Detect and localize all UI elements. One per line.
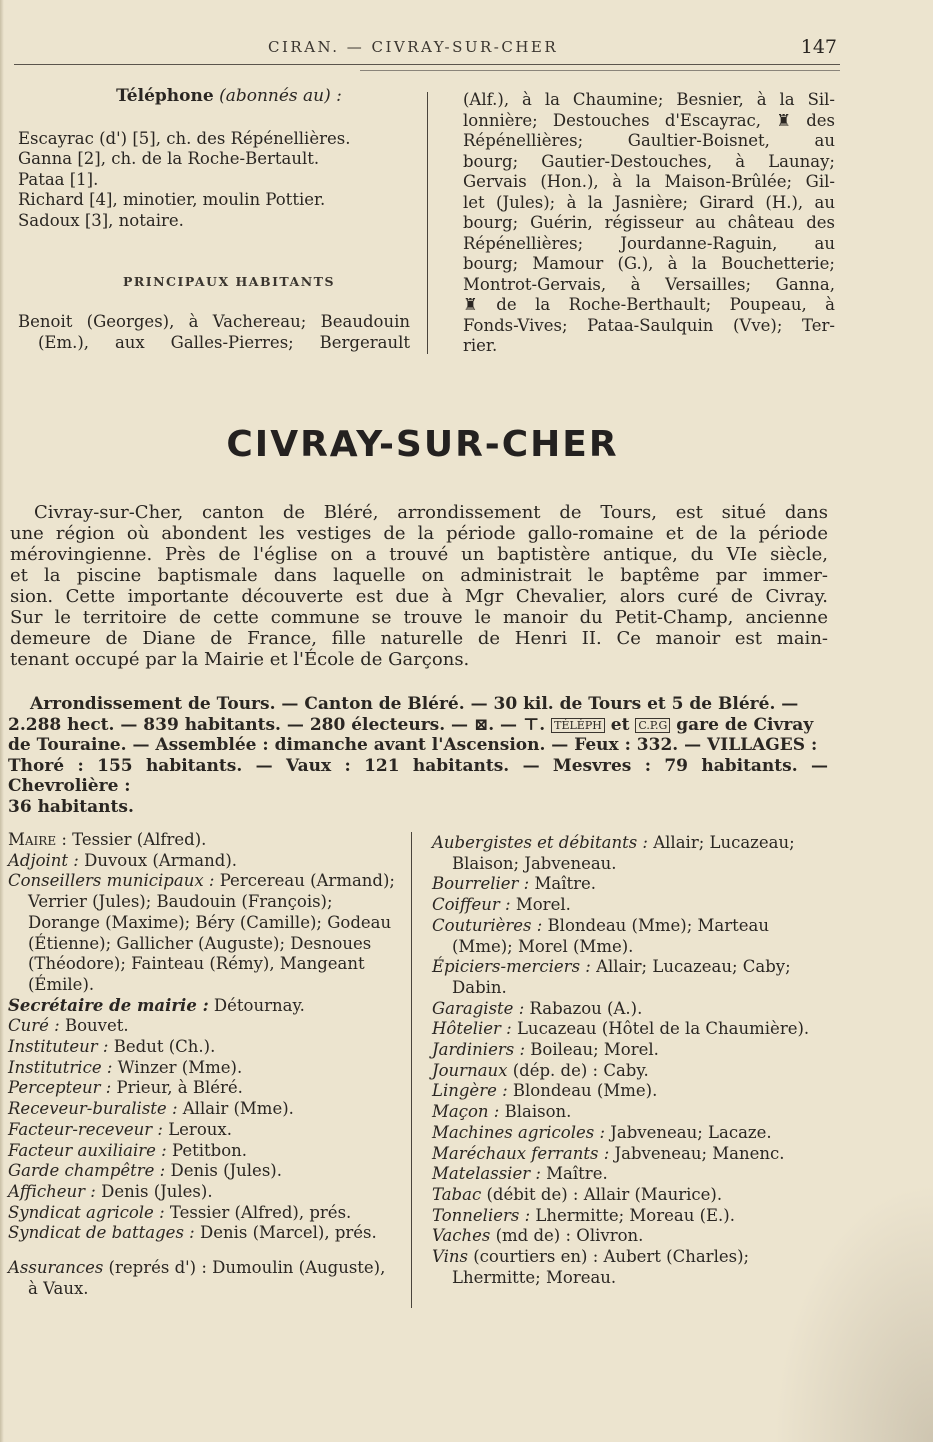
entry-role: Machines agricoles : xyxy=(432,1122,606,1142)
header-rule xyxy=(14,64,840,65)
telephone-entry: Richard [4], minotier, moulin Pottier. xyxy=(18,190,326,210)
entry-value: Allair; Lucazeau; Caby; Dabin. xyxy=(452,957,791,997)
entry-value: Bedut (Ch.). xyxy=(108,1037,216,1057)
list-entry xyxy=(432,1247,827,1288)
habitants-left xyxy=(18,312,410,353)
entry-role: Hôtelier : xyxy=(432,1019,512,1039)
list-entry xyxy=(432,874,827,895)
entry-value: Lhermitte; Moreau (E.). xyxy=(530,1205,735,1225)
entry-role: Tonneliers : xyxy=(432,1205,531,1225)
list-entry xyxy=(432,916,827,957)
habitants-line: Montrot-Gervais, à Versailles; Ganna, xyxy=(463,274,835,294)
column-divider-bottom xyxy=(411,832,412,1308)
habitants-line: Répénellières; Gaultier-Boisnet, au xyxy=(463,131,835,150)
entry-value: Denis (Jules). xyxy=(165,1161,282,1181)
page-edge-shadow xyxy=(0,0,4,1442)
entry-value: Tessier (Alfred), prés. xyxy=(164,1202,352,1222)
entry-value: : Tessier (Alfred). xyxy=(56,830,207,849)
entry-value: Duvoux (Armand). xyxy=(78,850,238,870)
entry-role: Épiciers-merciers : xyxy=(432,957,591,977)
header-rule-secondary xyxy=(360,70,840,71)
entry-value: Denis (Marcel), prés. xyxy=(194,1223,377,1243)
entry-role: Couturières : xyxy=(432,915,543,935)
trades-list xyxy=(432,833,827,1288)
list-entry xyxy=(432,957,827,998)
entry-value: Allair (Mme). xyxy=(177,1099,294,1119)
habitants-line: Fonds-Vives; Pataa-Saulquin (Vve); Ter- xyxy=(463,315,835,335)
entry-value: Petitbon. xyxy=(166,1140,248,1160)
habitants-line: Répénellières; Jourdanne-Raguin, au xyxy=(463,233,835,253)
page-header xyxy=(0,36,933,66)
entry-value: Leroux. xyxy=(162,1119,232,1139)
telephone-entry: Pataa [1]. xyxy=(18,169,99,189)
habitants-line: rier. xyxy=(463,336,498,355)
telephone-entry: Ganna [2], ch. de la Roche-Bertault. xyxy=(18,149,320,169)
list-entry xyxy=(8,830,400,851)
entry-value: (md de) : Olivron. xyxy=(490,1226,644,1246)
habitants-line: Benoit (Georges), à Vachereau; Beaudouin xyxy=(18,312,410,332)
list-entry xyxy=(432,1019,827,1040)
list-entry xyxy=(8,1078,400,1099)
entry-value: Jabveneau; Lacaze. xyxy=(605,1122,772,1142)
column-divider-top xyxy=(427,92,428,354)
list-entry xyxy=(8,1058,400,1079)
entry-value: Prieur, à Bléré. xyxy=(111,1078,243,1098)
habitants-line: (Em.), aux Galles-Pierres; Bergerault xyxy=(38,332,410,352)
intro-line: Sur le territoire de cette commune se trouve le manoir du Petit-Champ, ancienne xyxy=(10,607,828,628)
telephone-heading: Téléphone (abonnés au) : xyxy=(116,86,342,106)
list-entry xyxy=(432,999,827,1020)
entry-role: Conseillers municipaux : xyxy=(8,871,215,891)
list-entry xyxy=(432,1061,827,1082)
list-entry xyxy=(8,1203,400,1224)
entry-role: Maire xyxy=(8,830,57,849)
entry-value: Percereau (Armand); Verrier (Jules); Baudouin (François); Dorange (Maxime); Béry (Camille); Godeau (Étienne); Gallicher (Auguste); Desnoues (Théodore); Fainteau (Rémy), Mangeant (Émile). xyxy=(28,871,395,994)
entry-role: Aubergistes et débitants : xyxy=(432,833,648,852)
telephone-entry: Escayrac (d') [5], ch. des Répénellières. xyxy=(18,128,351,148)
entry-value: (représ d') : Dumoulin (Auguste), à Vaux. xyxy=(28,1258,386,1298)
list-entry xyxy=(8,851,400,872)
habitants-right-column xyxy=(463,90,835,357)
cpg-box: C.P.G xyxy=(635,718,670,733)
entry-value: (courtiers en) : Aubert (Charles); Lhermitte; Moreau. xyxy=(452,1247,750,1287)
entry-value: Blondeau (Mme). xyxy=(507,1081,658,1101)
entry-role: Receveur-buraliste : xyxy=(8,1099,178,1119)
list-entry xyxy=(432,1144,827,1165)
habitants-line: let (Jules); à la Jasnière; Girard (H.), au xyxy=(463,192,835,212)
intro-line: Civray-sur-Cher, canton de Bléré, arrondissement de Tours, est situé dans xyxy=(34,502,828,523)
entry-role: Maréchaux ferrants : xyxy=(432,1143,610,1163)
habitants-line: (Alf.), à la Chaumine; Besnier, à la Sil- xyxy=(463,90,835,109)
entry-role: Instituteur : xyxy=(8,1037,109,1057)
entry-value: Détournay. xyxy=(208,995,305,1015)
list-entry xyxy=(432,1040,827,1061)
entry-value: Morel. xyxy=(510,895,571,915)
commune-facts: Arrondissement de Tours. — Canton de Bléré. — 30 kil. de Tours et 5 de Bléré. — 2.288 hect. — 839 habitants. — 280 électeurs. — ⊠. — ⊤. TÉLÉPH et C.P.G gare de Civray de Touraine. — Assemblée : dimanche avant l'Ascension. — Feux : 332. — VILLAGES : Thoré : 155 habitants. — Vaux : 121 habitants. — Mesvres : 79 habitants. — Chevrolière : 36 habitants. xyxy=(8,694,828,817)
entry-role: Secrétaire de mairie : xyxy=(8,995,209,1015)
entry-value: (dép. de) : Caby. xyxy=(507,1060,649,1080)
entry-role: Syndicat agricole : xyxy=(8,1202,165,1222)
entry-role: Facteur auxiliaire : xyxy=(8,1140,167,1160)
list-entry xyxy=(8,1161,400,1182)
list-entry xyxy=(8,1037,400,1058)
entry-value: Bouvet. xyxy=(59,1016,129,1036)
habitants-line: ♜ de la Roche-Berthault; Poupeau, à xyxy=(463,295,835,314)
intro-line: et la piscine baptismale dans laquelle on administrait le baptême par immer- xyxy=(10,565,828,586)
telephone-entry: Sadoux [3], notaire. xyxy=(18,210,184,230)
entry-role: Jardiniers : xyxy=(432,1040,526,1060)
habitants-line: bourg; Mamour (G.), à la Bouchetterie; xyxy=(463,254,835,273)
list-entry xyxy=(432,1226,827,1247)
list-entry xyxy=(432,895,827,916)
list-entry xyxy=(8,1016,400,1037)
list-entry xyxy=(432,1206,827,1227)
entry-value: Winzer (Mme). xyxy=(112,1057,243,1077)
commune-title: CIVRAY-SUR-CHER xyxy=(226,424,619,465)
entry-role: Curé : xyxy=(8,1016,60,1036)
entry-role: Institutrice : xyxy=(8,1057,113,1077)
entry-value: Boileau; Morel. xyxy=(525,1040,659,1060)
list-entry xyxy=(432,1081,827,1102)
entry-role: Syndicat de battages : xyxy=(8,1223,195,1243)
intro-line: une région où abondent les vestiges de la période gallo-romaine et de la période xyxy=(10,523,828,544)
telephone-list xyxy=(18,129,410,232)
habitants-heading: PRINCIPAUX HABITANTS xyxy=(123,273,335,289)
list-entry xyxy=(8,996,400,1017)
entry-role: Vins xyxy=(432,1247,468,1267)
entry-role: Journaux xyxy=(432,1060,508,1080)
list-entry xyxy=(432,833,827,874)
list-entry xyxy=(8,1258,400,1299)
intro-line: sion. Cette importante découverte est due à Mgr Chevalier, alors curé de Civray. xyxy=(10,586,828,607)
habitants-line: lonnière; Destouches d'Escayrac, ♜ des xyxy=(463,110,835,130)
list-entry xyxy=(8,871,400,995)
telephone-box: TÉLÉPH xyxy=(551,718,605,733)
entry-value: Blondeau (Mme); Marteau (Mme); Morel (Mme). xyxy=(452,915,770,956)
entry-value: Allair; Lucazeau; Blaison; Jabveneau. xyxy=(452,833,795,873)
list-entry xyxy=(8,1099,400,1120)
entry-role: Facteur-receveur : xyxy=(8,1119,163,1139)
entry-role: Bourrelier : xyxy=(432,874,530,894)
ciran-left-column xyxy=(18,86,410,353)
list-entry xyxy=(8,1141,400,1162)
intro-line: demeure de Diane de France, fille naturelle de Henri II. Ce manoir est main- xyxy=(10,628,828,649)
entry-value: (débit de) : Allair (Maurice). xyxy=(481,1184,723,1204)
entry-value: Maître. xyxy=(540,1164,608,1184)
officials-list xyxy=(8,830,400,1299)
intro-line: tenant occupé par la Mairie et l'École de Garçons. xyxy=(10,649,470,670)
list-entry xyxy=(432,1164,827,1185)
habitants-line: bourg; Guérin, régisseur au château des xyxy=(463,213,835,232)
commune-intro xyxy=(10,502,828,670)
entry-role: Coiffeur : xyxy=(432,895,511,915)
running-title: CIRAN. — CIVRAY-SUR-CHER xyxy=(268,38,559,56)
intro-line: mérovingienne. Près de l'église on a trouvé un baptistère antique, du VIe siècle, xyxy=(10,544,828,565)
entry-role: Tabac xyxy=(432,1184,482,1204)
entry-role: Lingère : xyxy=(432,1081,508,1101)
list-entry xyxy=(432,1102,827,1123)
entry-role: Adjoint : xyxy=(8,850,79,870)
entry-role: Vaches xyxy=(432,1226,491,1246)
list-entry xyxy=(432,1123,827,1144)
entry-role: Assurances xyxy=(8,1258,104,1278)
list-entry xyxy=(432,1185,827,1206)
entry-value: Maître. xyxy=(529,874,597,894)
habitants-line: bourg; Gautier-Destouches, à Launay; xyxy=(463,151,835,171)
entry-role: Garde champêtre : xyxy=(8,1161,166,1181)
entry-value: Rabazou (A.). xyxy=(524,998,643,1018)
entry-value: Lucazeau (Hôtel de la Chaumière). xyxy=(511,1019,810,1039)
habitants-line: Gervais (Hon.), à la Maison-Brûlée; Gil- xyxy=(463,172,835,191)
entry-value: Jabveneau; Manenc. xyxy=(609,1143,785,1163)
entry-role: Maçon : xyxy=(432,1102,500,1122)
entry-role: Percepteur : xyxy=(8,1078,112,1098)
list-entry xyxy=(8,1120,400,1141)
list-entry xyxy=(8,1223,400,1244)
entry-role: Matelassier : xyxy=(432,1164,541,1184)
entry-role: Garagiste : xyxy=(432,998,525,1018)
entry-value: Blaison. xyxy=(499,1102,572,1122)
entry-role: Afficheur : xyxy=(8,1181,96,1201)
page-number: 147 xyxy=(800,36,837,58)
list-entry xyxy=(8,1182,400,1203)
entry-value: Denis (Jules). xyxy=(95,1181,213,1201)
